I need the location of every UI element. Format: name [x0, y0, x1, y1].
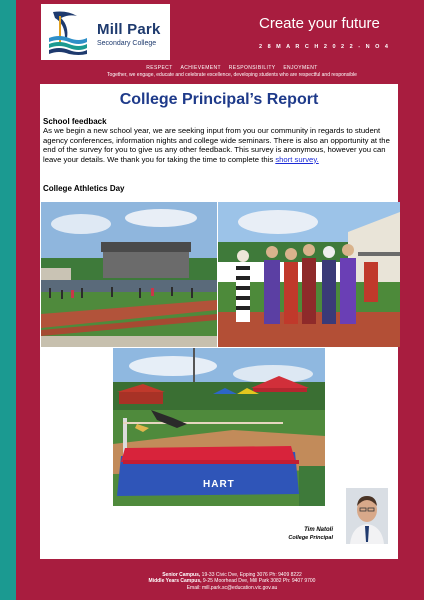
stands-scene-image [41, 202, 217, 347]
principal-name: Tim Natoli [304, 527, 333, 533]
report-panel [40, 84, 398, 559]
high-jump-image [113, 348, 325, 506]
value-responsibility: RESPONSIBILITY [228, 65, 276, 71]
principal-photo-image [346, 488, 388, 544]
survey-link[interactable]: short survey. [275, 154, 319, 164]
school-values [40, 65, 424, 71]
principal-role: College Principal [288, 535, 333, 541]
feedback-text: As we begin a new school year, we are seeking input from you our community in regards to student agency conferences, information nights and college wide seminars. There is also an opportunity at the end of the survey for you to give us any other feedback. This survey is anonymous, however you can leave your details. We thank you for taking the time to complete this [43, 126, 390, 164]
athletics-photo-costumes [218, 202, 400, 347]
mission-statement: Together, we engage, educate and celebrate excellence, developing students who are respectful and responsible [107, 72, 357, 78]
value-enjoyment: ENJOYMENT [283, 65, 318, 71]
mat-brand-label: HART [203, 479, 235, 490]
costume-group-image [218, 202, 400, 347]
middle-campus-details: 9-25 Moorhead Dve, Mill Park 3082 Ph: 9407 9700 [201, 578, 316, 584]
newsletter-tagline: Create your future [259, 15, 380, 32]
school-logo [41, 4, 170, 60]
school-emblem-icon [47, 8, 89, 56]
value-respect: RESPECT [146, 65, 173, 71]
footer-email[interactable]: Email: mill.park.sc@education.vic.gov.au [186, 585, 278, 591]
school-subtitle: Secondary College [97, 40, 157, 47]
middle-campus-label: Middle Years Campus, [148, 578, 202, 584]
athletics-photo-high-jump [113, 348, 325, 506]
school-name: Mill Park [97, 21, 161, 38]
feedback-heading: School feedback [43, 117, 107, 126]
principal-portrait [346, 488, 388, 544]
side-accent-inner [16, 0, 40, 600]
issue-date: 2 8 M A R C H 2 0 2 2 - N O 4 [259, 44, 390, 50]
athletics-heading: College Athletics Day [43, 184, 125, 193]
page-title: College Principal’s Report [119, 91, 319, 108]
senior-campus-details: 19-33 Civic Dve, Epping 3076 Ph: 9409 8222 [200, 572, 302, 578]
feedback-paragraph [43, 126, 395, 164]
side-accent-bar [0, 0, 16, 600]
senior-campus-label: Senior Campus, [162, 572, 201, 578]
footer-middle-campus [40, 578, 424, 584]
value-achievement: ACHIEVEMENT [180, 65, 221, 71]
athletics-photo-stands [41, 202, 217, 347]
